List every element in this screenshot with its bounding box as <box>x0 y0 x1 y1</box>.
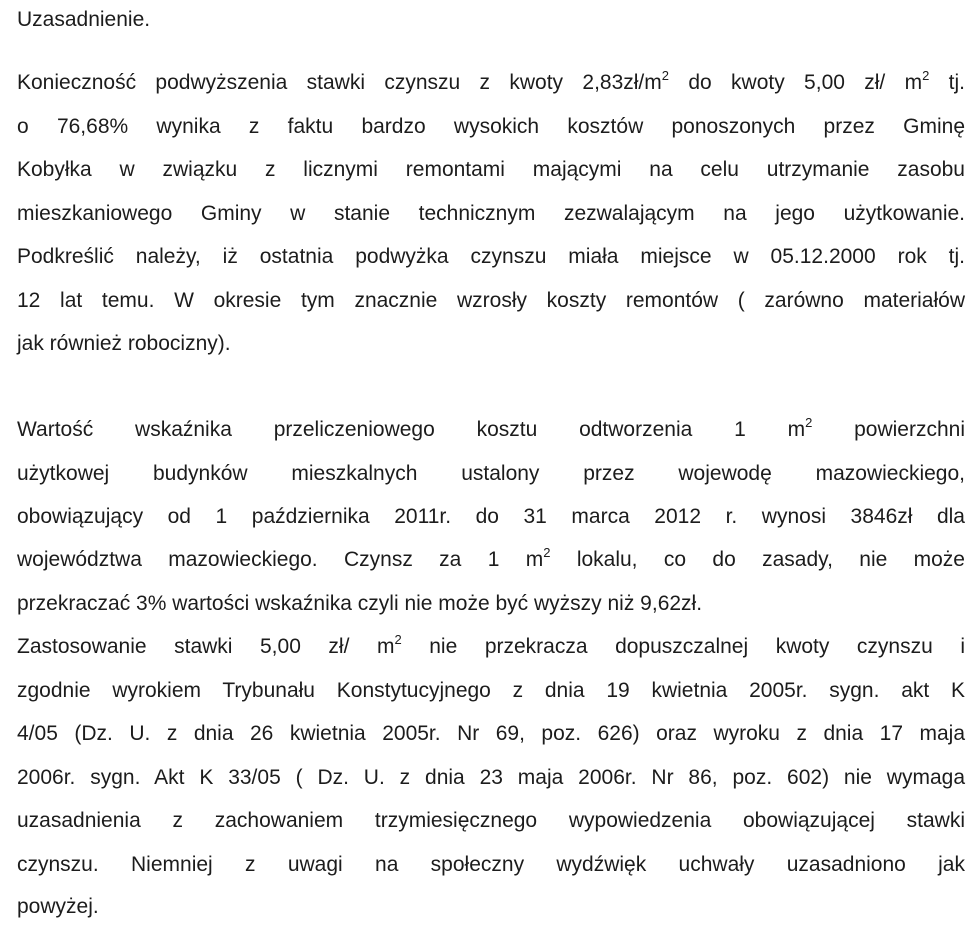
document-heading: Uzasadnienie. <box>17 8 151 31</box>
paragraph-1-line-2: o 76,68% wynika z faktu bardzo wysokich kosztów ponoszonych przez Gminę <box>17 115 965 138</box>
paragraph-2-line-1: Wartość wskaźnika przeliczeniowego kosztu odtworzenia 1 $m^2$ powierzchni <box>17 415 965 441</box>
paragraph-2-line-3: obowiązujący od 1 października 2011r. do 31 marca 2012 r. wynosi 3846zł dla <box>17 505 965 528</box>
paragraph-3-line-6: czynszu. Niemniej z uwagi na społeczny wydźwięk uchwały uzasadniono jak <box>17 853 965 876</box>
paragraph-1-line-4: mieszkaniowego Gminy w stanie technicznym zezwalającym na jego użytkowanie. <box>17 202 965 225</box>
paragraph-2-line-5: przekraczać 3% wartości wskaźnika czyli nie może być wyższy niż 9,62zł. <box>17 592 703 615</box>
paragraph-1-line-6: 12 lat temu. W okresie tym znacznie wzrosły koszty remontów ( zarówno materiałów <box>17 289 965 312</box>
paragraph-1-line-7: jak również robocizny). <box>17 332 231 355</box>
paragraph-2-line-2: użytkowej budynków mieszkalnych ustalony przez wojewodę mazowieckiego, <box>17 462 965 485</box>
paragraph-1-line-5: Podkreślić należy, iż ostatnia podwyżka czynszu miała miejsce w 05.12.2000 rok tj. <box>17 245 965 268</box>
paragraph-3-line-7: powyżej. <box>17 895 99 918</box>
paragraph-2-line-4: województwa mazowieckiego. Czynsz za 1 $m^2$ lokalu, co do zasady, nie może <box>17 545 965 571</box>
paragraph-3-line-5: uzasadnienia z zachowaniem trzymiesięcznego wypowiedzenia obowiązującej stawki <box>17 809 965 832</box>
paragraph-3-line-1: Zastosowanie stawki 5,00 zł/ $m^2$ nie przekracza dopuszczalnej kwoty czynszu i <box>17 632 965 658</box>
paragraph-3-line-3: 4/05 (Dz. U. z dnia 26 kwietnia 2005r. Nr 69, poz. 626) oraz wyroku z dnia 17 maja <box>17 722 965 745</box>
paragraph-3-line-4: 2006r. sygn. Akt K 33/05 ( Dz. U. z dnia 23 maja 2006r. Nr 86, poz. 602) nie wymaga <box>17 766 965 789</box>
paragraph-3-line-2: zgodnie wyrokiem Trybunału Konstytucyjnego z dnia 19 kwietnia 2005r. sygn. akt K <box>17 679 965 702</box>
paragraph-1-line-3: Kobyłka w związku z licznymi remontami mającymi na celu utrzymanie zasobu <box>17 158 965 181</box>
paragraph-1-line-1: Konieczność podwyższenia stawki czynszu z kwoty $2,83zł/m^2$ do kwoty 5,00 zł/ $m^2$ tj. <box>17 68 966 94</box>
